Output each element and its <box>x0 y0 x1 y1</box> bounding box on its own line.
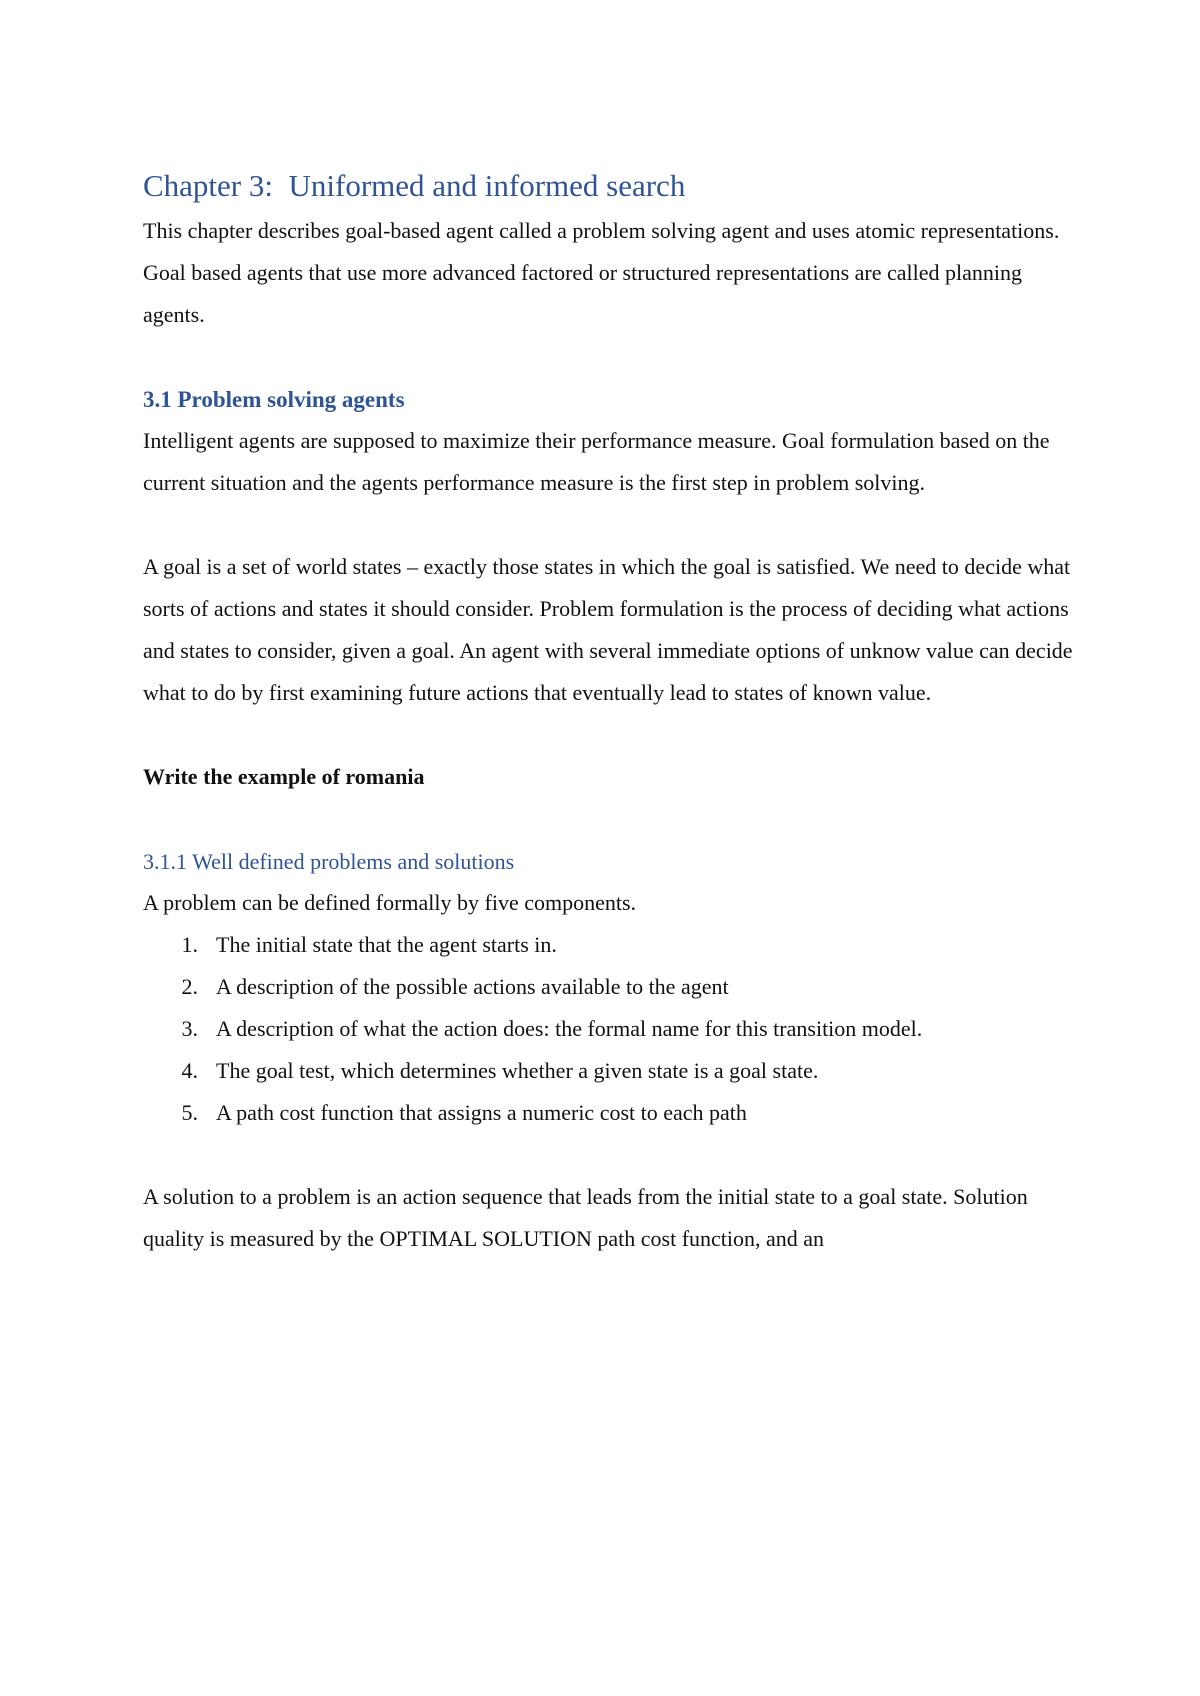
list-item-number: 4. <box>181 1058 198 1083</box>
list-item-text: A path cost function that assigns a numeric cost to each path <box>216 1100 747 1125</box>
list-item <box>143 1008 1083 1050</box>
solution-paragraph: A solution to a problem is an action sequence that leads from the initial state to a goal state. Solution quality is measured by the OPTIMAL SOLUTION path cost function, and an <box>143 1184 1028 1251</box>
page-content <box>143 162 1083 1260</box>
chapter-title: Chapter 3: Uniformed and informed search <box>143 168 686 203</box>
list-item-number: 3. <box>181 1016 198 1041</box>
list-item <box>143 924 1083 966</box>
list-item-text: A description of what the action does: the formal name for this transition model. <box>216 1016 923 1041</box>
list-item <box>143 1050 1083 1092</box>
subsection-heading-well-defined-problems: 3.1.1 Well defined problems and solutions <box>143 849 515 874</box>
list-item-text: The initial state that the agent starts in. <box>216 932 557 957</box>
components-intro: A problem can be defined formally by five components. <box>143 890 637 915</box>
list-item-number: 2. <box>181 974 198 999</box>
list-item-text: A description of the possible actions available to the agent <box>216 974 729 999</box>
list-item-text: The goal test, which determines whether a given state is a goal state. <box>216 1058 819 1083</box>
romania-example-note: Write the example of romania <box>143 764 425 789</box>
section-paragraph-1: Intelligent agents are supposed to maximize their performance measure. Goal formulation based on the current situation and the agents performance measure is the first step in problem solving. <box>143 428 1050 495</box>
list-item <box>143 1092 1083 1134</box>
list-item-number: 1. <box>181 932 198 957</box>
section-paragraph-2: A goal is a set of world states – exactly those states in which the goal is satisfied. We need to decide what sorts of actions and states it should consider. Problem formulation is the process of deciding what actions and states to consider, given a goal. An agent with several immediate options of unknow value can decide what to do by first examining future actions that eventually lead to states of known value. <box>143 554 1073 705</box>
section-heading-problem-solving-agents: 3.1 Problem solving agents <box>143 387 405 412</box>
list-item-number: 5. <box>181 1100 198 1125</box>
intro-paragraph: This chapter describes goal-based agent called a problem solving agent and uses atomic representations. Goal based agents that use more advanced factored or structured representations are called planning agents. <box>143 218 1060 327</box>
components-list <box>143 924 1083 1134</box>
list-item <box>143 966 1083 1008</box>
